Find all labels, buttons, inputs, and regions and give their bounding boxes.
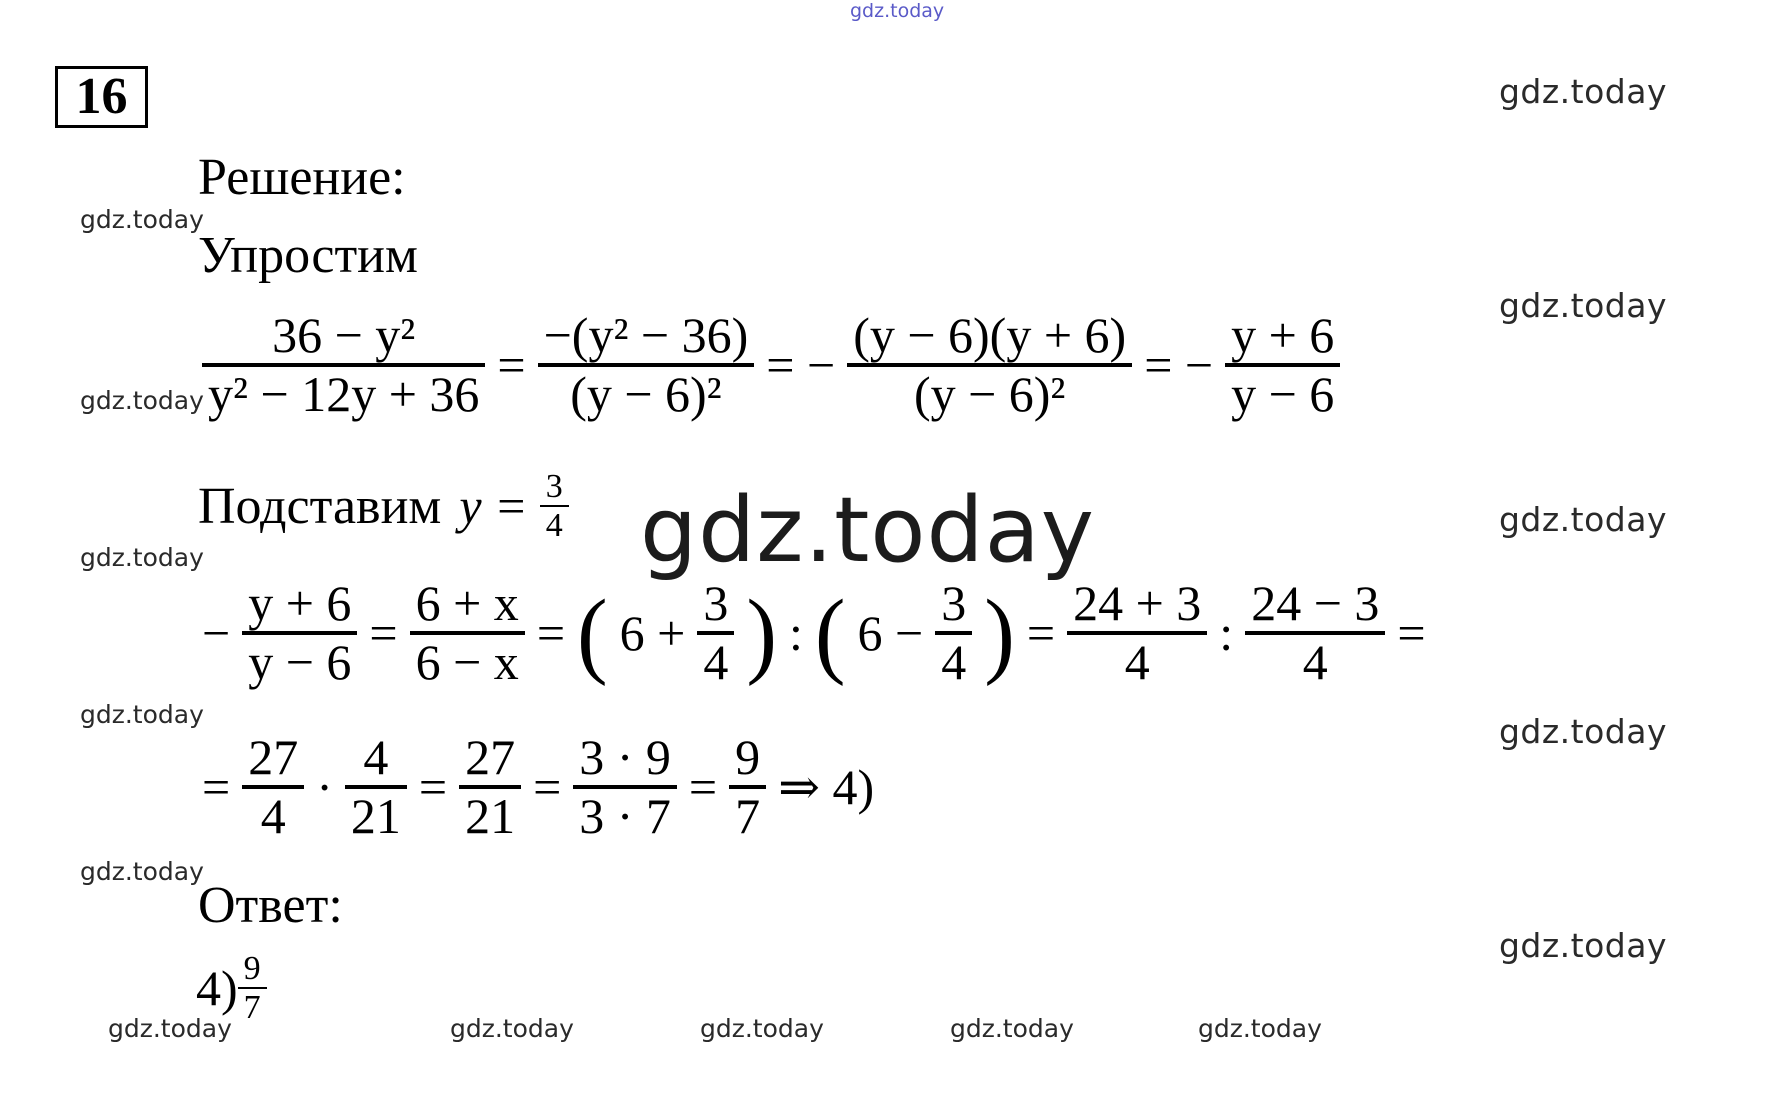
watermark-large: gdz.today	[640, 478, 1096, 583]
equals-sign: =	[688, 759, 718, 815]
watermark-bottom-4: gdz.today	[950, 1014, 1074, 1043]
fraction-numerator: 4	[363, 729, 389, 785]
left-paren: (	[814, 579, 846, 687]
fraction-denominator: y − 6	[248, 634, 352, 690]
answer-heading: Ответ:	[198, 877, 343, 934]
watermark-left-1: gdz.today	[80, 205, 204, 234]
fraction-denominator: y² − 12y + 36	[208, 366, 480, 422]
watermark-right-2: gdz.today	[1498, 286, 1667, 325]
watermark-right-5: gdz.today	[1498, 926, 1667, 965]
watermark-top: gdz.today	[850, 0, 945, 22]
fraction-numerator: (y − 6)(y + 6)	[853, 307, 1127, 363]
fraction-denominator: y − 6	[1231, 366, 1335, 422]
equals-sign: =	[202, 759, 231, 815]
fraction-numerator: 9	[735, 729, 761, 785]
equals-sign: =	[533, 759, 562, 815]
fraction-numerator: 9	[243, 950, 261, 987]
watermark-bottom-2: gdz.today	[450, 1014, 574, 1043]
equals-sign: =	[536, 605, 566, 661]
equals-sign: = −	[766, 337, 836, 393]
fraction-numerator: 3	[703, 575, 729, 631]
fraction-4-over-21	[345, 730, 407, 844]
division-sign: :	[789, 605, 803, 661]
fraction-numerator: −(y² − 36)	[543, 307, 749, 363]
minus-sign: −	[202, 605, 231, 661]
fraction-denominator: 7	[243, 989, 261, 1027]
watermark-right-3: gdz.today	[1498, 500, 1667, 539]
fraction-denominator: 4	[703, 634, 729, 690]
fraction-original	[202, 308, 485, 422]
equals-sign: =	[418, 759, 448, 815]
fraction-numerator: y + 6	[248, 575, 352, 631]
left-paren: (	[577, 579, 608, 687]
fraction-denominator: 4	[941, 634, 967, 690]
answer-prefix: 4)	[196, 960, 238, 1017]
watermark-bottom-5: gdz.today	[1198, 1014, 1322, 1043]
paren-term: 6 +	[619, 605, 686, 661]
solution-heading: Решение:	[198, 149, 406, 206]
fraction-difference	[1245, 576, 1385, 690]
equals-sign: =	[1026, 605, 1056, 661]
implies-result: ⇒ 4)	[778, 759, 875, 815]
fraction-three-quarters	[935, 576, 972, 690]
simplification-line	[196, 308, 1346, 422]
watermark-right-1: gdz.today	[1498, 72, 1667, 111]
answer-line	[196, 950, 267, 1027]
fraction-simplified	[1225, 308, 1340, 422]
evaluation-line-2	[196, 730, 880, 844]
right-paren: )	[984, 579, 1015, 687]
fraction-numerator: 3	[941, 575, 967, 631]
fraction-27-over-21	[459, 730, 521, 844]
substitute-variable: y =	[459, 478, 528, 535]
simplify-heading: Упростим	[198, 227, 418, 284]
watermark-bottom-3: gdz.today	[700, 1014, 824, 1043]
equals-sign: =	[369, 605, 398, 661]
fraction-factored	[573, 730, 677, 844]
multiply-dot: ·	[316, 759, 333, 815]
equals-sign: =	[1397, 605, 1426, 661]
fraction-sum	[1067, 576, 1207, 690]
fraction-denominator: 4	[1302, 634, 1328, 690]
fraction-numerator: 27	[248, 729, 299, 785]
fraction-denominator: 4	[545, 507, 563, 545]
fraction-factored-full	[847, 308, 1132, 422]
watermark-left-2: gdz.today	[80, 386, 204, 415]
fraction-denominator: 6 − x	[415, 634, 519, 690]
answer-fraction	[238, 950, 267, 1027]
fraction-27-over-4	[242, 730, 304, 844]
fraction-denominator: 4	[260, 788, 286, 844]
fraction-denominator: 7	[735, 788, 761, 844]
watermark-left-5: gdz.today	[80, 857, 204, 886]
equals-sign: =	[497, 337, 526, 393]
fraction-denominator: 4	[1124, 634, 1150, 690]
substitute-value	[540, 468, 569, 545]
fraction-sign-flip	[410, 576, 525, 690]
fraction-denominator: 21	[465, 788, 516, 844]
fraction-numerator: 3	[545, 468, 563, 505]
substitute-label: Подставим	[198, 477, 442, 535]
fraction-denominator: (y − 6)²	[570, 366, 722, 422]
fraction-three-quarters	[697, 576, 734, 690]
watermark-left-4: gdz.today	[80, 700, 204, 729]
fraction-numerator: 24 + 3	[1073, 575, 1202, 631]
division-sign: :	[1219, 605, 1234, 661]
problem-number: 16	[55, 66, 148, 128]
fraction-numerator: 24 − 3	[1251, 575, 1380, 631]
fraction-numerator: 6 + x	[415, 575, 519, 631]
fraction-numerator: y + 6	[1231, 307, 1335, 363]
evaluation-line-1	[196, 576, 1432, 690]
fraction-numerator: 36 − y²	[272, 307, 416, 363]
watermark-left-3: gdz.today	[80, 543, 204, 572]
fraction-numerator: 27	[465, 729, 516, 785]
fraction-numerator: 3 · 9	[579, 729, 671, 785]
right-paren: )	[746, 579, 777, 687]
fraction-expression	[242, 576, 357, 690]
fraction-factored-sign	[538, 308, 755, 422]
fraction-result	[729, 730, 766, 844]
fraction-denominator: 3 · 7	[579, 788, 671, 844]
equals-sign: = −	[1144, 337, 1214, 393]
fraction-denominator: 21	[350, 788, 401, 844]
paren-term: 6 −	[857, 605, 924, 661]
fraction-denominator: (y − 6)²	[913, 366, 1066, 422]
substitute-line	[198, 468, 575, 545]
watermark-right-4: gdz.today	[1498, 712, 1667, 751]
watermark-bottom-1: gdz.today	[108, 1014, 232, 1043]
